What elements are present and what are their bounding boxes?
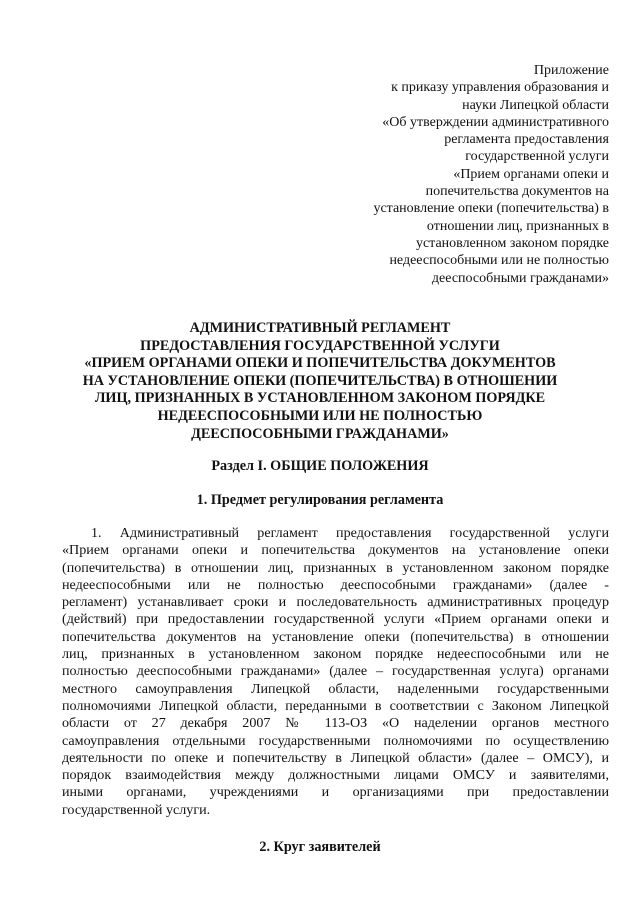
paragraph-line: лиц, признанных в установленном законом порядке недееспособными или не (62, 646, 609, 663)
appendix-line: науки Липецкой области (462, 97, 609, 113)
title-line: НЕДЕЕСПОСОБНЫМИ ИЛИ НЕ ПОЛНОСТЬЮ (157, 407, 483, 424)
title-line: «ПРИЕМ ОРГАНАМИ ОПЕКИ И ПОПЕЧИТЕЛЬСТВА ДОКУМЕНТОВ (84, 355, 556, 372)
section-heading: Раздел I. ОБЩИЕ ПОЛОЖЕНИЯ (211, 458, 429, 474)
appendix-line: недееспособными или не полностью (389, 253, 609, 269)
title-line: ПРЕДОСТАВЛЕНИЯ ГОСУДАРСТВЕННОЙ УСЛУГИ (140, 337, 500, 354)
title-line: ЛИЦ, ПРИЗНАННЫХ В УСТАНОВЛЕННОМ ЗАКОНОМ ПОРЯДКЕ (94, 390, 546, 407)
paragraph-line: недееспособными или не полностью дееспособными гражданами» (далее - (62, 576, 609, 593)
appendix-line: «Прием органами опеки и (453, 166, 609, 182)
appendix-block (309, 62, 609, 287)
paragraph-line: полностью дееспособными гражданами» (далее – государственная услуга) органами (62, 663, 609, 680)
paragraph-line: области от 27 декабря 2007 № 113-ОЗ «О наделении органов местного (62, 715, 609, 732)
appendix-line: установленном законом порядке (415, 235, 609, 251)
paragraph-line: (попечительства) в отношении лиц, признанных в установленном законом порядке (62, 559, 609, 576)
document-title (40, 320, 600, 443)
paragraph-line: иными органами, учреждениями и организациями при предоставлении (62, 784, 609, 801)
appendix-line: отношении лиц, признанных в (426, 218, 609, 234)
appendix-line: «Об утверждении административного (382, 114, 609, 130)
title-line: АДМИНИСТРАТИВНЫЙ РЕГЛАМЕНТ (189, 320, 451, 336)
appendix-line: попечительства документов на (425, 184, 609, 200)
appendix-line: дееспособными гражданами» (431, 270, 609, 286)
paragraph-line: регламент) устанавливает сроки и последовательность административных процедур (62, 594, 609, 611)
paragraph-line: порядок взаимодействия между должностными лицами ОМСУ и заявителями, (62, 767, 609, 784)
appendix-line: к приказу управления образования и (391, 80, 609, 96)
title-line: ДЕЕСПОСОБНЫМИ ГРАЖДАНАМИ» (191, 425, 449, 442)
appendix-line: установление опеки (попечительства) в (373, 201, 609, 217)
paragraph-line: местного самоуправления Липецкой области, наделенными государственными (62, 680, 609, 697)
subsection-heading-regulation-subject: 1. Предмет регулирования регламента (196, 492, 444, 508)
appendix-line: государственной услуги (465, 149, 609, 165)
paragraph-line: государственной услуги. (62, 801, 211, 818)
paragraph-line: «Прием органами опеки и попечительства документов на установление опеки (62, 542, 609, 559)
title-line: НА УСТАНОВЛЕНИЕ ОПЕКИ (ПОПЕЧИТЕЛЬСТВА) В ОТНОШЕНИИ (82, 372, 558, 389)
paragraph-line: самоуправления отдельными государственными полномочиями по осуществлению (62, 732, 609, 749)
paragraph-line: попечительства документов на установление опеки (попечительства) в отношении (62, 628, 609, 645)
paragraph-line: 1. Административный регламент предоставления государственной услуги (91, 525, 609, 541)
paragraph-line: полномочиями Липецкой области, переданными в соответствии с Законом Липецкой (62, 697, 609, 714)
paragraph-line: деятельности по опеке и попечительству в Липецкой области» (далее – ОМСУ), и (62, 749, 609, 766)
subsection-heading-applicants: 2. Круг заявителей (259, 839, 381, 855)
paragraph-line: (действий) при предоставлении государственной услуги «Прием органами опеки и (62, 611, 609, 628)
paragraph-1 (62, 525, 609, 819)
appendix-line: регламента предоставления (444, 132, 609, 148)
appendix-line: Приложение (533, 63, 609, 78)
